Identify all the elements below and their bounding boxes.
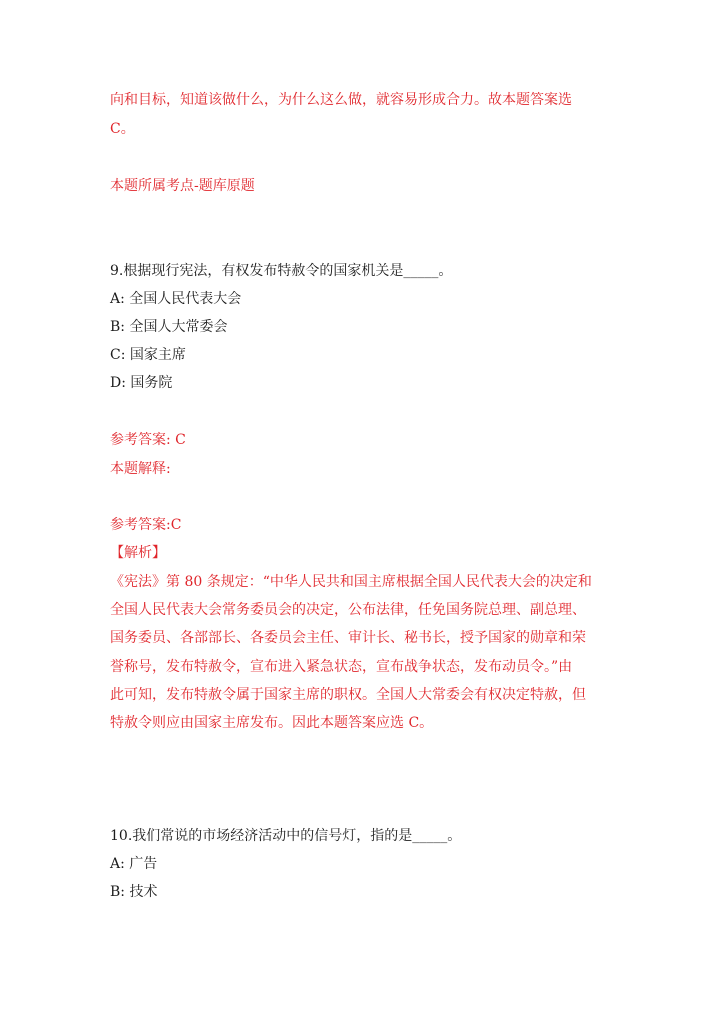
q9-option-c: C: 国家主席 bbox=[110, 347, 186, 363]
prev-explanation-line-1: 向和目标，知道该做什么，为什么这么做，就容易形成合力。故本题答案选 bbox=[110, 92, 572, 108]
q9-option-a: A: 全国人民代表大会 bbox=[110, 291, 242, 307]
q9-analysis-line-5: 此可知，发布特赦令属于国家主席的职权。全国人大常委会有权决定特赦，但 bbox=[110, 687, 586, 703]
q9-analysis-line-2: 全国人民代表大会常务委员会的决定，公布法律，任免国务院总理、副总理、 bbox=[110, 602, 586, 618]
q9-analysis-line-4: 誉称号，发布特赦令，宣布进入紧急状态，宣布战争状态，发布动员令。”由 bbox=[110, 659, 573, 675]
q10-stem: 10.我们常说的市场经济活动中的信号灯，指的是_____。 bbox=[110, 828, 462, 844]
q10-option-a: A: 广告 bbox=[110, 856, 158, 872]
q9-analysis-line-1: 《宪法》第 80 条规定：“中华人民共和国主席根据全国人民代表大会的决定和 bbox=[110, 574, 592, 590]
q9-analysis-header: 【解析】 bbox=[110, 545, 166, 561]
q10-option-b: B: 技术 bbox=[110, 884, 158, 900]
prev-explanation-line-2: C。 bbox=[110, 121, 135, 137]
q9-option-b: B: 全国人大常委会 bbox=[110, 319, 228, 335]
q9-analysis-line-3: 国务委员、各部部长、各委员会主任、审计长、秘书长，授予国家的勋章和荣 bbox=[110, 630, 586, 646]
q9-analysis-line-6: 特赦令则应由国家主席发布。因此本题答案应选 C。 bbox=[110, 715, 434, 731]
q9-option-d: D: 国务院 bbox=[110, 375, 173, 391]
q9-explain-label: 本题解释: bbox=[110, 461, 171, 477]
q9-answer: 参考答案: C bbox=[110, 432, 186, 448]
q9-stem: 9.根据现行宪法，有权发布特赦令的国家机关是_____。 bbox=[110, 263, 453, 279]
prev-source-note: 本题所属考点-题库原题 bbox=[110, 178, 255, 194]
q9-answer-repeat: 参考答案:C bbox=[110, 517, 182, 533]
